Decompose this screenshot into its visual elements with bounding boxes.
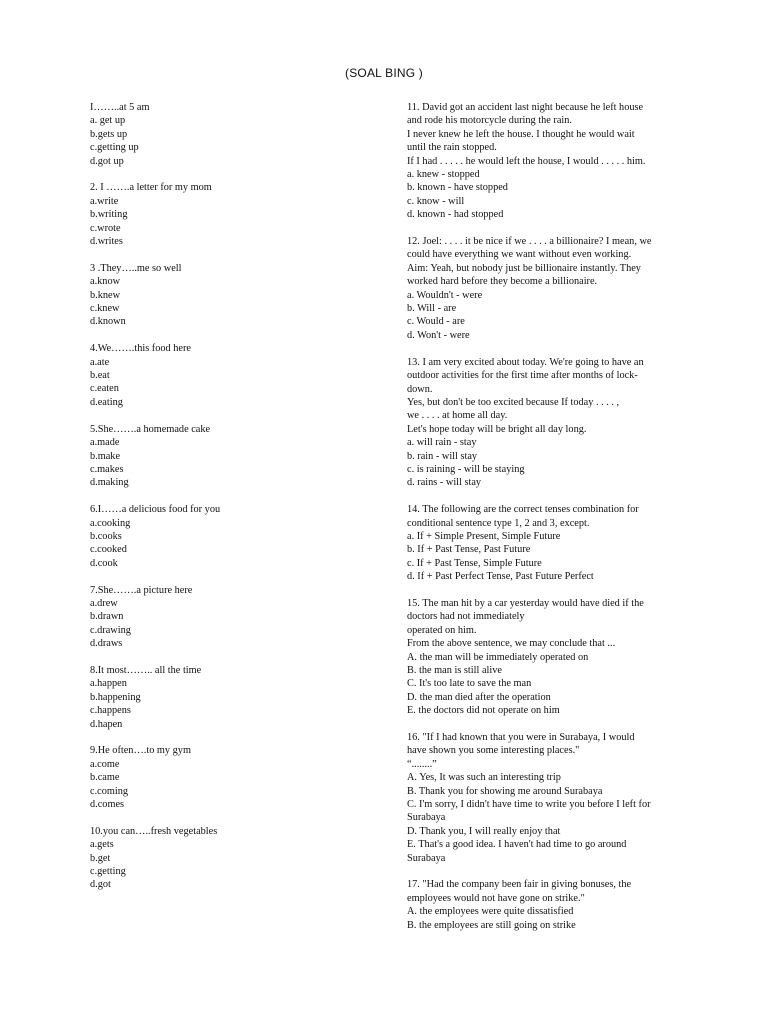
question-text: 13. I am very excited about today. We're going to have an — [407, 356, 644, 368]
question-line: C. I'm sorry, I didn't have time to write you before I left for — [407, 799, 651, 811]
question-line: b.knew — [90, 289, 121, 301]
question-line: B. the man is still alive — [407, 665, 502, 676]
question-line: a.know — [90, 276, 121, 288]
question-line: worked hard before they become a billionaire. — [407, 276, 598, 288]
question-5 — [90, 423, 330, 490]
question-line: b.cooks — [90, 530, 122, 542]
question-text: 11. David got an accident last night because he left house — [407, 102, 644, 113]
question-line: B. Thank you for showing me around Surabaya — [407, 785, 603, 797]
question-text: 5.She…….a homemade cake — [90, 423, 211, 435]
question-line: a.ate — [90, 356, 110, 368]
question-line: b. Will - are — [407, 303, 457, 315]
question-line: b.make — [90, 450, 121, 462]
question-2 — [90, 181, 330, 248]
question-17 — [407, 878, 692, 932]
question-15 — [407, 597, 692, 718]
question-line: “........” — [407, 758, 437, 770]
question-line: c.drawing — [90, 624, 131, 636]
question-line: d.cook — [90, 557, 118, 569]
question-line: a.drew — [90, 597, 118, 609]
question-line: A. the employees were quite dissatisfied — [407, 906, 574, 918]
question-line: c. know - will — [407, 195, 465, 207]
question-line: d.comes — [90, 799, 125, 810]
question-line: a. Wouldn't - were — [407, 289, 483, 301]
question-line: b.get — [90, 852, 111, 864]
question-line: d. If + Past Perfect Tense, Past Future Perfect — [407, 571, 594, 583]
question-line: c.getting up — [90, 142, 139, 154]
question-8 — [90, 664, 330, 731]
question-line: d. Won't - were — [407, 329, 470, 341]
question-line: c.knew — [90, 303, 120, 315]
left-column — [90, 101, 330, 905]
question-9 — [90, 744, 330, 811]
question-line: A. Yes, It was such an interesting trip — [407, 772, 561, 784]
question-line: a.happen — [90, 678, 127, 690]
question-line: Surabaya — [407, 812, 446, 824]
question-line: d.draws — [90, 638, 123, 650]
question-14 — [407, 503, 692, 583]
question-line: b. rain - will stay — [407, 450, 478, 462]
question-line: a. knew - stopped — [407, 169, 480, 181]
question-line: b.happening — [90, 691, 141, 703]
question-line: a. If + Simple Present, Simple Future — [407, 530, 561, 542]
question-line: we . . . . at home all day. — [407, 410, 508, 422]
question-line: c.getting — [90, 866, 126, 878]
question-text: 10.you can…..fresh vegetables — [90, 825, 218, 837]
question-line: b.gets up — [90, 128, 128, 140]
question-1 — [90, 101, 330, 168]
question-line: c. If + Past Tense, Simple Future — [407, 557, 542, 569]
question-text: 3 .They…..me so well — [90, 262, 182, 274]
question-line: B. the employees are still going on strike — [407, 919, 576, 931]
question-line: d.known — [90, 316, 126, 328]
question-line: and rode his motorcycle during the rain. — [407, 115, 572, 127]
question-line: d.got up — [90, 155, 124, 167]
question-text: 14. The following are the correct tenses combination for — [407, 504, 639, 516]
question-text: 2. I …….a letter for my mom — [90, 182, 212, 194]
question-line: A. the man will be immediately operated on — [407, 651, 589, 663]
question-text: 15. The man hit by a car yesterday would have died if the — [407, 597, 644, 609]
question-line: Let's hope today will be bright all day long. — [407, 423, 587, 435]
question-text: 12. Joel: . . . . it be nice if we . . . . a billionaire? I mean, we — [407, 236, 652, 248]
question-line: d. rains - will stay — [407, 477, 482, 489]
question-line: a.made — [90, 437, 120, 449]
question-line: a.come — [90, 758, 120, 770]
question-line: d.eating — [90, 396, 123, 408]
question-line: b.eat — [90, 370, 110, 382]
question-6 — [90, 503, 330, 570]
question-line: E. That's a good idea. I haven't had time to go around — [407, 839, 627, 851]
question-line: a.write — [90, 195, 119, 207]
question-line: C. It's too late to save the man — [407, 678, 532, 690]
question-line: d.hapen — [90, 718, 123, 730]
question-text: 9.He often….to my gym — [90, 745, 191, 757]
question-line: employees would not have gone on strike." — [407, 892, 585, 904]
question-line: c.eaten — [90, 383, 119, 395]
question-line: doctors had not immediately — [407, 611, 525, 623]
question-4 — [90, 342, 330, 409]
question-line: b.writing — [90, 209, 128, 221]
question-3 — [90, 262, 330, 329]
question-12 — [407, 235, 692, 342]
question-line: c.coming — [90, 785, 129, 797]
question-line: b. If + Past Tense, Past Future — [407, 544, 531, 556]
question-line: c.makes — [90, 463, 124, 475]
question-line: Aim: Yeah, but nobody just be billionaire instantly. They — [407, 262, 641, 274]
question-line: c. Would - are — [407, 316, 465, 328]
question-line: d.writes — [90, 236, 123, 248]
question-line: outdoor activities for the first time after months of lock- — [407, 370, 638, 382]
question-10 — [90, 825, 330, 892]
question-line: E. the doctors did not operate on him — [407, 705, 560, 717]
question-line: b.came — [90, 772, 120, 784]
question-text: 17. "Had the company been fair in giving bonuses, the — [407, 879, 632, 891]
question-11 — [407, 101, 692, 222]
question-line: d.making — [90, 477, 129, 489]
question-line: If I had . . . . . he would left the house, I would . . . . . him. — [407, 155, 646, 167]
question-line: c. is raining - will be staying — [407, 463, 525, 475]
question-line: D. Thank you, I will really enjoy that — [407, 825, 561, 837]
question-line: operated on him. — [407, 624, 477, 636]
question-text: 6.I……a delicious food for you — [90, 504, 221, 516]
question-line: D. the man died after the operation — [407, 691, 551, 703]
question-line: c.cooked — [90, 544, 127, 556]
question-line: b. known - have stopped — [407, 182, 508, 194]
question-line: a. get up — [90, 115, 126, 127]
question-line: b.drawn — [90, 611, 124, 623]
question-line: have shown you some interesting places." — [407, 745, 580, 757]
question-line: Surabaya — [407, 852, 446, 864]
question-text: 8.It most…….. all the time — [90, 664, 202, 676]
question-7 — [90, 584, 330, 651]
document-title: (SOAL BING ) — [345, 66, 423, 80]
question-line: a.cooking — [90, 517, 131, 529]
question-text: 4.We…….this food here — [90, 343, 191, 355]
question-line: Yes, but don't be too excited because If today . . . . , — [407, 396, 620, 408]
question-line: down. — [407, 383, 433, 395]
question-line: could have everything we want without even working. — [407, 249, 632, 261]
question-line: c.wrote — [90, 222, 121, 234]
question-line: d. known - had stopped — [407, 209, 504, 221]
question-line: a.gets — [90, 839, 114, 851]
question-16 — [407, 731, 692, 865]
question-text: 7.She…….a picture here — [90, 584, 193, 596]
question-line: conditional sentence type 1, 2 and 3, except. — [407, 517, 590, 529]
question-line: From the above sentence, we may conclude that ... — [407, 638, 616, 650]
question-text: I……..at 5 am — [90, 102, 150, 113]
question-line: c.happens — [90, 705, 131, 717]
question-line: until the rain stopped. — [407, 142, 497, 154]
question-line: d.got — [90, 879, 111, 891]
question-13 — [407, 356, 692, 490]
question-line: a. will rain - stay — [407, 437, 477, 449]
question-text: 16. "If I had known that you were in Surabaya, I would — [407, 732, 635, 744]
question-line: I never knew he left the house. I thought he would wait — [407, 128, 635, 140]
right-column — [407, 101, 692, 945]
